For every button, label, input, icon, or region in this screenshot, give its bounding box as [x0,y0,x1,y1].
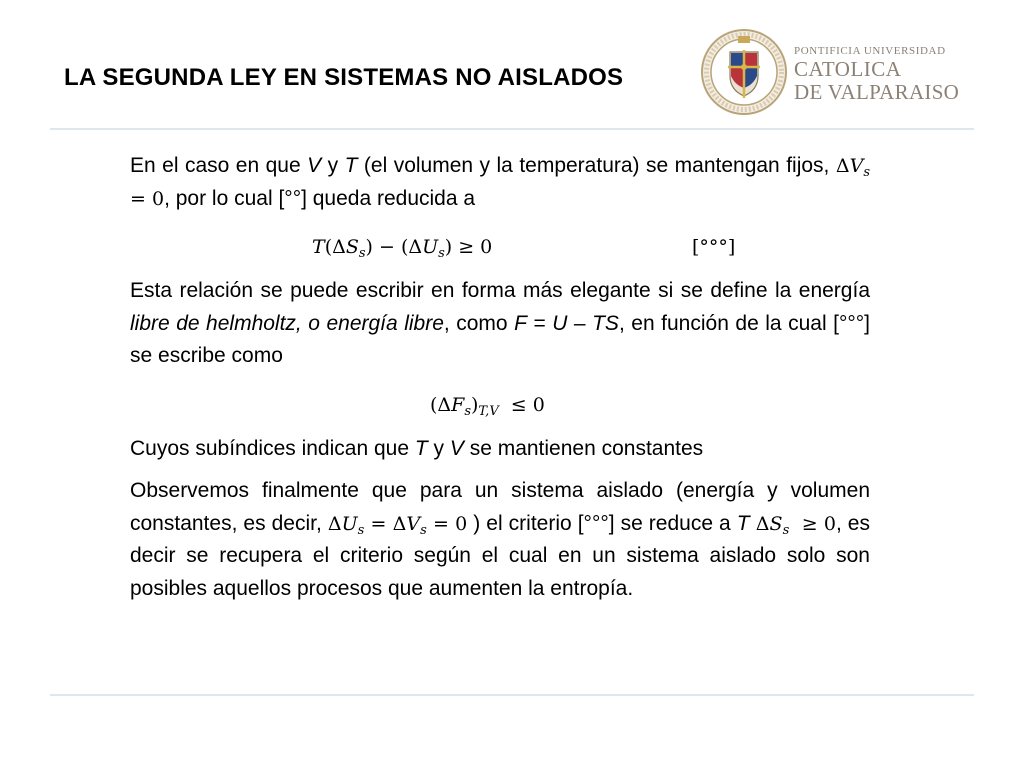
math-op: = Δ [364,512,407,535]
math-op: ) [471,393,479,416]
text: , como [443,311,515,335]
var-u: U [552,311,568,335]
var-v: V [307,154,322,177]
math-equals-zero: = 0 [426,512,468,535]
math-subscript: s [357,522,365,538]
math-op: ≥ 0 [789,512,836,535]
math-var: V [406,512,421,535]
var-t: T [414,436,428,460]
math-var: U [341,512,358,535]
math-subscript: s [420,522,427,538]
university-crest-icon [700,28,788,116]
wordmark-line-1: PONTIFICIA UNIVERSIDAD [794,45,946,57]
math-var: U [422,236,439,258]
text: y [427,436,450,460]
math-op: ≤ 0 [498,393,545,416]
math-var: T [312,236,325,258]
paragraph-conclusion [130,475,870,605]
equation-expression [430,389,545,422]
slide-body [130,150,870,615]
text: , en función de la cual [°°°] se escribe como [130,311,871,367]
text: = [526,311,553,335]
math-var: V [849,155,864,177]
math-var: S [769,512,783,535]
header-divider [50,128,974,130]
footer-divider [50,694,974,696]
university-logo [700,28,980,118]
equation-inequality [130,225,870,267]
math-equals-zero: = 0 [130,187,165,210]
equation-free-energy [130,383,870,425]
var-t: T [344,154,358,177]
text: Cuyos subíndices indican que [130,436,415,460]
var-v: V [449,436,464,460]
math-delta: Δ [327,512,342,535]
text: Esta relación se puede escribir en forma más elegante si se define la energía [130,279,870,302]
math-subscript: s [782,522,790,538]
text: , es decir se recupera el criterio según el cual en un sistema aislado solo son posibles aquellos procesos que aumenten la entropía. [130,511,870,600]
text: ) el criterio [°°°] se reduce a [467,511,737,535]
math-delta: Δ [835,155,850,177]
text: se mantienen constantes [463,436,704,460]
italic-text: libre de helmholtz, o energía libre [130,311,444,335]
math-delta: Δ [749,512,770,535]
math-op: ) ≥ 0 [444,236,493,258]
equation-tag: [°°°] [692,236,736,258]
math-op: (Δ [324,236,346,258]
text: – [567,311,593,335]
math-var: F [451,393,465,416]
paragraph-intro [130,150,870,215]
math-subscript: T,V [478,403,499,419]
var-t: T [736,511,750,535]
paragraph-helmholtz [130,275,870,373]
university-wordmark [794,44,959,104]
math-subscript: s [438,246,445,261]
text: y [321,154,345,177]
var-ts: TS [592,311,619,335]
math-subscript: s [464,403,471,419]
math-var: S [345,236,359,258]
equation-expression [312,231,492,264]
var-f: F [514,311,527,335]
paragraph-subscripts [130,433,870,466]
wordmark-line-3: DE VALPARAISO [794,80,960,104]
text: Observemos finalmente que para un sistema aislado (energía y volumen constantes, es decir, [130,479,870,535]
text: (el volumen y la temperatura) se mantengan fijos, [357,154,836,177]
wordmark-line-2: CATOLICA [794,57,902,81]
slide-title: LA SEGUNDA LEY EN SISTEMAS NO AISLADOS [64,64,624,91]
math-op: ) − (Δ [365,236,423,258]
math-op: (Δ [430,393,452,416]
math-subscript: s [358,246,366,261]
math-subscript: s [863,165,870,180]
text: En el caso en que [130,154,308,177]
text: , por lo cual [°°] queda reducida a [164,186,476,210]
